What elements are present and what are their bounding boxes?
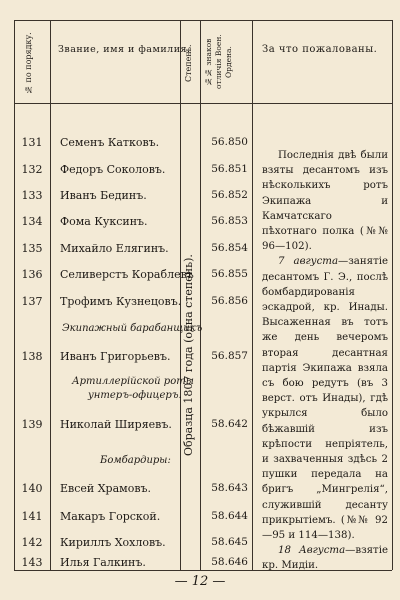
subhead-artillery-rank: унтеръ-офицеръ. — [88, 390, 182, 401]
header-bottom-border — [14, 103, 392, 104]
row-order: 56.854 — [211, 242, 248, 254]
row-order: 56.857 — [211, 350, 248, 362]
row-number: 135 — [21, 242, 43, 255]
reason-date: 7 августа — [278, 256, 339, 268]
row-name: Фома Куксинъ. — [60, 215, 148, 228]
row-order: 58.643 — [211, 482, 248, 494]
row-name: Семенъ Катковъ. — [60, 136, 160, 149]
row-name: Николай Ширяевъ. — [60, 418, 172, 431]
row-name: Кириллъ Хохловъ. — [60, 536, 166, 549]
row-number: 137 — [21, 295, 43, 308]
reason-body: —занятіе десантомъ Г. Э., послѣ бомбардированія эскадрой, кр. Инады. Высаженная въ тотъ же день вечеромъ вторая десантная партія Экипажа взяла съ бою редутъ (въ 3 верст. отъ Инады), гдѣ укрылся было бѣжавшій изъ крѣпости непріятель, и захваченныя здѣсь 2 пушки передала на бригъ „Мингрелія“, служившій десанту прикрытіемъ. (№№ 92—95 и 114—138). — [262, 256, 388, 542]
row-number: 139 — [21, 418, 43, 431]
row-order: 56.855 — [211, 268, 248, 280]
column-divider — [200, 20, 201, 570]
column-divider — [50, 20, 51, 570]
page-number: — 12 — — [174, 574, 226, 589]
subhead-artillery: Артиллерійской роты — [72, 376, 194, 387]
table-top-border — [14, 20, 392, 21]
row-number: 131 — [21, 136, 43, 149]
reason-paragraph — [262, 543, 388, 573]
header-number: № по порядку. — [24, 32, 33, 94]
row-order: 58.644 — [211, 510, 248, 522]
reason-paragraph — [262, 254, 388, 543]
reason-paragraph: Последнія двѣ были взяты десантомъ изъ нѣсколькихъ ротъ Экипажа и Камчатскаго пѣхотнаго полка (№№ 96—102). — [262, 150, 388, 253]
row-number: 136 — [21, 268, 43, 281]
row-order: 56.850 — [211, 136, 248, 148]
header-order: №№ знаков отличія Воен. Ордена. — [204, 34, 233, 90]
row-number: 141 — [21, 510, 43, 523]
reason-text — [262, 148, 388, 574]
row-name: Илья Галкинъ. — [60, 556, 146, 569]
row-number: 140 — [21, 482, 43, 495]
row-number: 142 — [21, 536, 43, 549]
row-order: 56.853 — [211, 215, 248, 227]
row-number: 134 — [21, 215, 43, 228]
column-divider — [252, 20, 253, 570]
row-order: 58.642 — [211, 418, 248, 430]
row-name: Макаръ Горской. — [60, 510, 161, 523]
row-number: 132 — [21, 163, 43, 176]
header-reason: За что пожалованы. — [262, 44, 378, 55]
row-name: Селиверстъ Кораблевъ — [60, 268, 194, 281]
row-number: 143 — [21, 556, 43, 569]
column-divider — [392, 20, 393, 570]
column-divider — [14, 20, 15, 570]
row-number: 138 — [21, 350, 43, 363]
subhead-drummers: Экипажный барабанщикъ — [62, 323, 203, 334]
reason-date: 18 Августа — [278, 545, 346, 557]
row-name: Трофимъ Кузнецовъ. — [60, 295, 182, 308]
row-order: 56.851 — [211, 163, 248, 175]
row-order: 56.856 — [211, 295, 248, 307]
row-name: Михайло Елягинъ. — [60, 242, 169, 255]
row-name: Федоръ Соколовъ. — [60, 163, 166, 176]
row-number: 133 — [21, 189, 43, 202]
reason-body: —взятіе кр. Мидіи. — [262, 545, 388, 572]
header-name: Звание, имя и фамилия. — [58, 44, 191, 55]
row-name: Иванъ Григорьевъ. — [60, 350, 171, 363]
row-order: 58.645 — [211, 536, 248, 548]
header-degree: Степень. — [184, 44, 193, 82]
degree-text: Образца 1807 года (одна степень). — [182, 254, 195, 456]
subhead-bombardiers: Бомбардиры: — [100, 455, 171, 466]
row-order: 56.852 — [211, 189, 248, 201]
row-order: 58.646 — [211, 556, 248, 568]
row-name: Иванъ Бединъ. — [60, 189, 147, 202]
row-name: Евсей Храмовъ. — [60, 482, 152, 495]
